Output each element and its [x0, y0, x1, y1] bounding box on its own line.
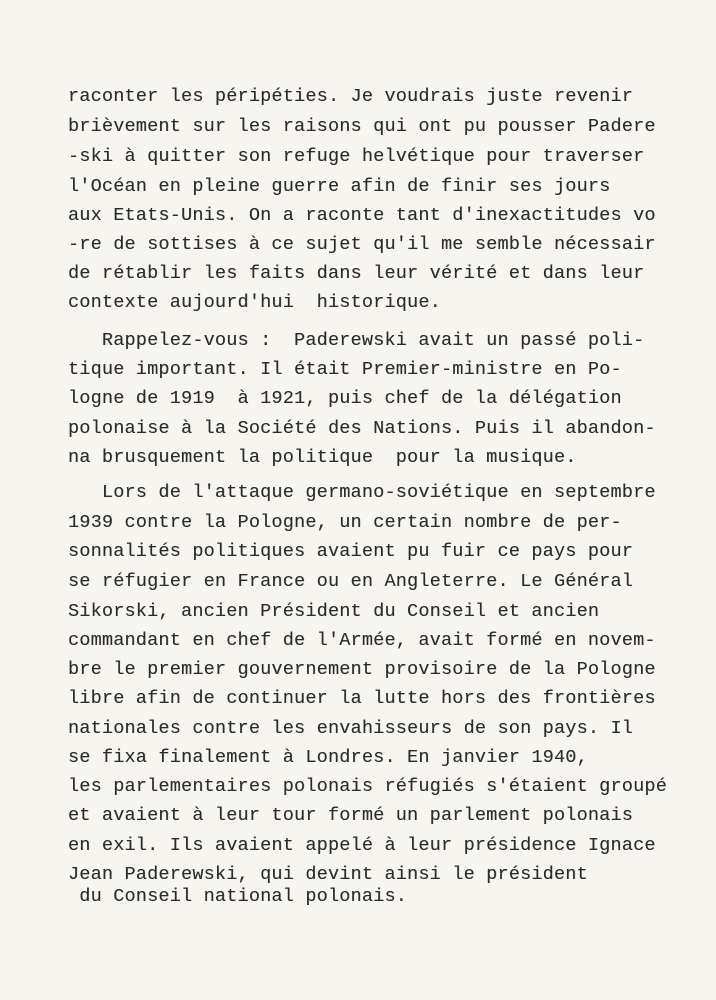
- paragraph-1-line-6: -re de sottises à ce sujet qu'il me semble nécessair: [68, 234, 656, 255]
- paragraph-3-line-1: Lors de l'attaque germano-soviétique en septembre: [68, 482, 656, 503]
- paragraph-3-line-15: du Conseil national polonais.: [68, 886, 408, 907]
- paragraph-1-line-3: -ski à quitter son refuge helvétique pour traverser: [68, 146, 645, 167]
- paragraph-1-line-2: brièvement sur les raisons qui ont pu pousser Padere: [68, 116, 656, 137]
- paragraph-3-line-2: 1939 contre la Pologne, un certain nombre de per-: [68, 512, 622, 533]
- paragraph-2-line-3: logne de 1919 à 1921, puis chef de la délégation: [68, 388, 622, 409]
- paragraph-3-line-14: Jean Paderewski, qui devint ainsi le président: [68, 864, 588, 885]
- paragraph-1-line-8: contexte aujourd'hui historique.: [68, 292, 441, 313]
- paragraph-3-line-13: en exil. Ils avaient appelé à leur présidence Ignace: [68, 835, 656, 856]
- paragraph-1-line-7: de rétablir les faits dans leur vérité et dans leur: [68, 263, 645, 284]
- paragraph-3-line-5: Sikorski, ancien Président du Conseil et ancien: [68, 601, 600, 622]
- paragraph-2-line-2: tique important. Il était Premier-ministre en Po-: [68, 359, 622, 380]
- paragraph-1-line-5: aux Etats-Unis. On a raconte tant d'inexactitudes vo: [68, 205, 656, 226]
- paragraph-3-line-10: se fixa finalement à Londres. En janvier 1940,: [68, 747, 588, 768]
- paragraph-3-line-12: et avaient à leur tour formé un parlement polonais: [68, 805, 634, 826]
- paragraph-3-line-6: commandant en chef de l'Armée, avait formé en novem-: [68, 630, 656, 651]
- paragraph-3-line-9: nationales contre les envahisseurs de son pays. Il: [68, 718, 634, 739]
- paragraph-2-line-1: Rappelez-vous : Paderewski avait un passé poli-: [68, 330, 645, 351]
- paragraph-2-line-5: na brusquement la politique pour la musique.: [68, 447, 577, 468]
- paragraph-3-line-8: libre afin de continuer la lutte hors des frontières: [68, 688, 656, 709]
- paragraph-1-line-4: l'Océan en pleine guerre afin de finir ses jours: [68, 176, 611, 197]
- paragraph-3-line-4: se réfugier en France ou en Angleterre. Le Général: [68, 571, 634, 592]
- paragraph-3-line-7: bre le premier gouvernement provisoire de la Pologne: [68, 659, 656, 680]
- paragraph-2-line-4: polonaise à la Société des Nations. Puis il abandon-: [68, 418, 656, 439]
- paragraph-3-line-11: les parlementaires polonais réfugiés s'étaient groupé: [68, 776, 667, 797]
- paragraph-3-line-3: sonnalités politiques avaient pu fuir ce pays pour: [68, 541, 634, 562]
- paragraph-1-line-1: raconter les péripéties. Je voudrais juste revenir: [68, 86, 634, 107]
